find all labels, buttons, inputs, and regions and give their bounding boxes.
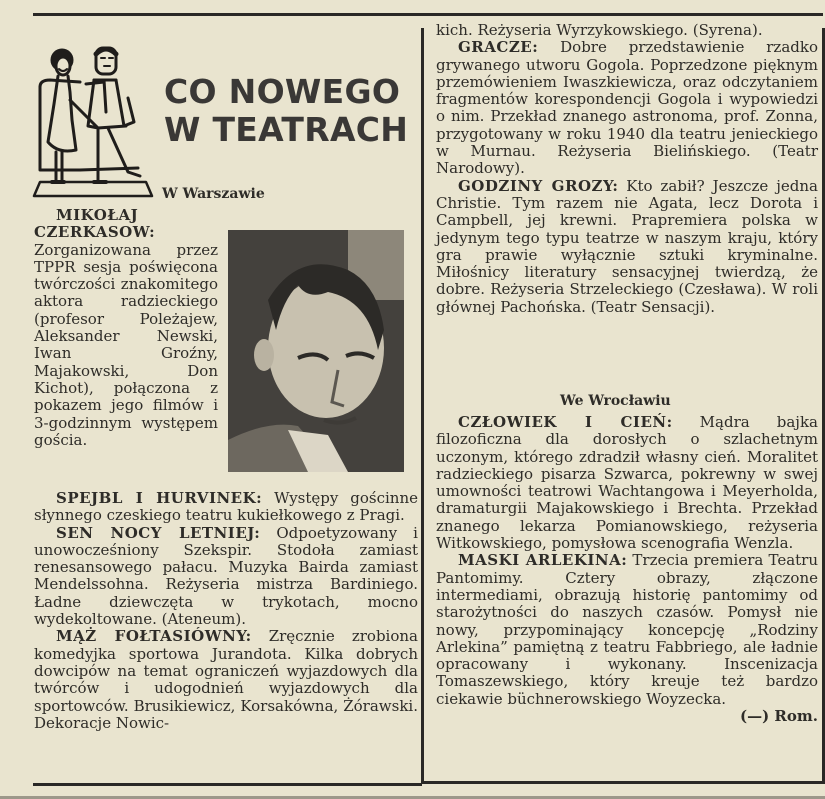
entry-title: MĄŻ FOŁTASIÓWNY: [56,627,252,646]
entry-sen-nocy-letniej [34,525,418,629]
entry-spejbl [34,490,418,525]
entry-title: GODZINY GROZY: [458,176,619,195]
section-heading-wroclaw: We Wrocławiu [560,393,671,409]
entry-body: Zorganizowana przez TPPR sesja poświęcona twórczości znakomitego aktora radzieckiego (profesor Poleżajew, Aleksander Newski, Iwan Groźny, Majakowski, Don Kichot), połączona z pokazem jego filmów i 3-godzinnym występem gościa. [34,240,218,449]
entry-title: SPEJBL I HURVINEK: [56,489,263,507]
article-column-right-bottom [436,414,818,725]
article-czerkasow [34,207,218,449]
entry-title: SEN NOCY LETNIEJ: [56,523,261,542]
entry-maski-arlekina [436,551,818,726]
entry-title: MASKI ARLEKINA: [458,551,628,570]
author-signature: (—) Rom. [740,707,818,726]
page-title [164,73,408,149]
entry-title: MIKOŁAJ CZERKASOW: [34,206,156,242]
continuation-text: kich. Reżyseria Wyrzykowskiego. (Syrena). [436,21,763,39]
article-column-left [34,490,418,732]
title-line-2: W TEATRACH [164,110,409,149]
top-rule [33,13,823,16]
portrait-photo [228,230,404,472]
theatre-audience-couple-icon [28,42,158,202]
entry-body: Mądra bajka filozoficzna dla dorosłych o szlachetnym uczonym, którego zdradził własny cień. Moralitet radzieckiego pisarza Szwarca, pokrewny w swej umowności teatrowi Wachtangowa i Meyerholda, dramaturgii Majakowskiego i Brechta. Przekład znanego lekarza Pomianowskiego, reżyseria Witkowskiego, pomysłowa scenografia Wenzla. [436,413,818,553]
title-line-1: CO NOWEGO [164,72,401,111]
entry-body: Zręcznie zrobiona komedyjka sportowa Jurandota. Kilka dobrych dowcipów na temat ograniczeń wyjazdowych dla twórców i udogodnień wyjazdowych dla sportowców. Brusikiewicz, Korsakówna, Żórawski. Dekoracje Nowic- [34,627,418,732]
article-column-right-top [436,22,818,316]
entry-body: Odpoetyzowany i unowocześniony Szekspir. Stodoła zamiast renesansowego pałacu. Muzyka Bairda zamiast Mendelssohna. Reżyseria mistrza Bardiniego. Ładne dziewczęta w trykotach, mocno wydekoltowane. (Ateneum). [34,523,418,629]
entry-body: Dobre przedstawienie rzadko grywanego utworu Gogola. Poprzedzone pięknym przemówieniem Iwaszkiewicza, oraz odczytaniem fragmentów korespondencji Gogola i wypowiedzi o nim. Przekład znanego astronoma, prof. Zonna, przygotowany w roku 1940 dla teatru jenieckiego w Murnau. Reżyseria Bielińskiego. (Teatr Narodowy). [436,38,818,178]
entry-body: Trzecia premiera Teatru Pantomimy. Cztery obrazy, złączone intermediami, obrazują historię pantomimy od starożytności do naszych czasów. Pomysł nie nowy, przypominający koncepcję „Rodziny Arlekina” pamiętną z teatru Fabbriego, ale ładnie opracowany i wykonany. Inscenizacja Tomaszewskiego, który kreuje też bardzo ciekawie büchnerowskiego Woyzecka. [436,551,818,708]
entry-czerkasow [34,207,218,449]
entry-title: GRACZE: [458,38,539,57]
bottom-rule [33,783,422,786]
section-heading-warszawa: W Warszawie [162,186,265,202]
entry-title: CZŁOWIEK I CIEŃ: [458,413,673,431]
entry-body: Występy gościnne słynnego czeskiego teatru kukiełkowego z Pragi. [34,489,418,525]
entry-czlowiek-i-cien [436,414,818,552]
entry-maz-foltasiowny [34,628,418,732]
entry-godziny-grozy [436,178,818,316]
entry-body: Kto zabił? Jeszcze jedna Christie. Tym razem nie Agata, lecz Dorota i Campbell, jej krewni. Prapremiera polska w jedynym tego typu teatrze w naszym kraju, który gra prawie wyłącznie sztuki kryminalne. Miłośnicy literatury sensacyjnej twierdzą, że dobre. Reżyseria Strzeleckiego (Czesława). W roli głównej Pachońska. (Teatr Sensacji). [436,176,818,316]
entry-gracze [436,39,818,177]
